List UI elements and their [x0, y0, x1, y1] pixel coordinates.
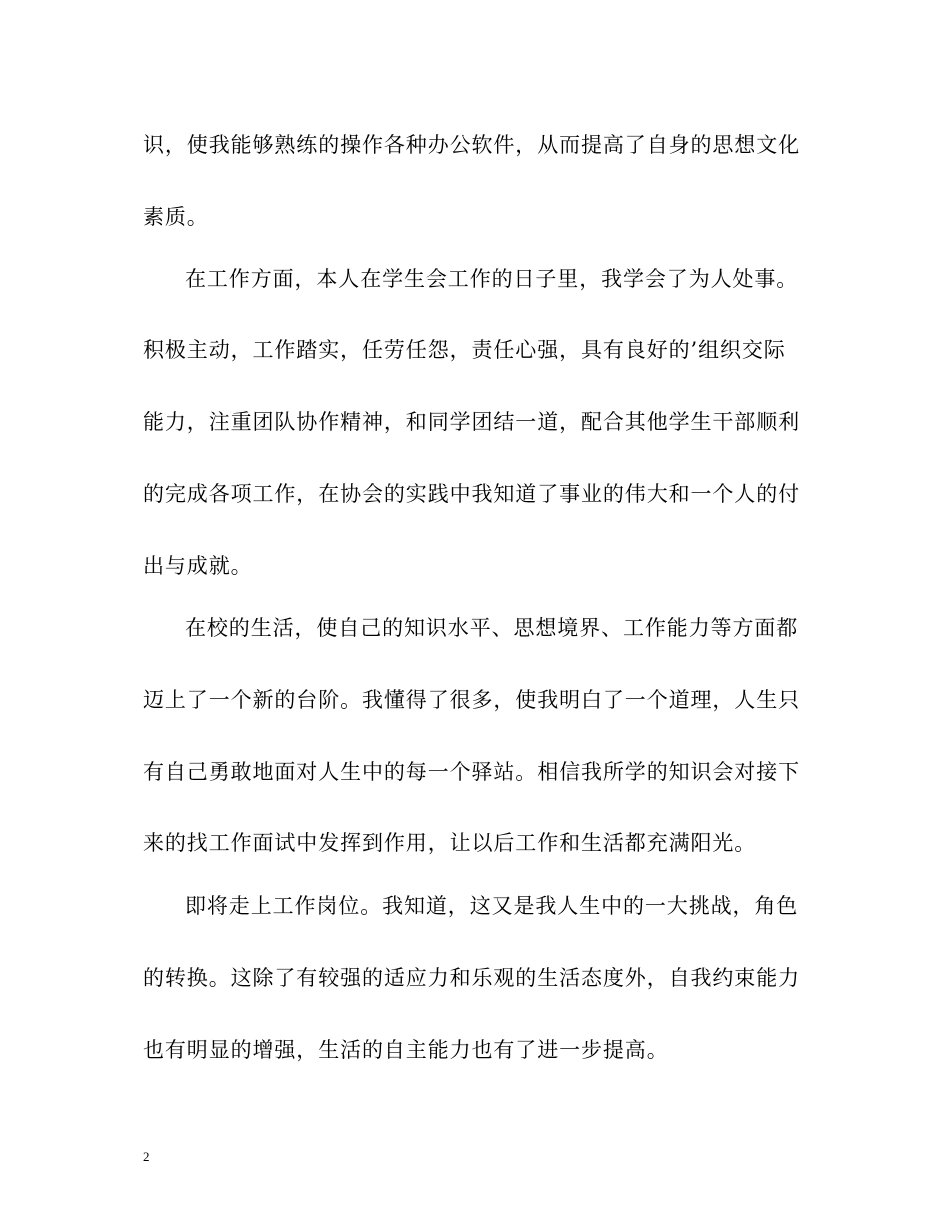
text-line: 来的找工作面试中发挥到作用，让以后工作和生活都充满阳光。 [143, 831, 757, 855]
text-line: 出与成就。 [143, 554, 253, 578]
text-line: 也有明显的增强，生活的自主能力也有了进一步提高。 [143, 1038, 669, 1062]
text-line: 的转换。这除了有较强的适应力和乐观的生活态度外，自我约束能力 [143, 966, 800, 990]
text-line: 迈上了一个新的台阶。我懂得了很多，使我明白了一个道理，人生只 [143, 688, 800, 712]
page-number: 2 [143, 1149, 150, 1164]
text-line: 的完成各项工作，在协会的实践中我知道了事业的伟大和一个人的付 [143, 482, 800, 506]
text-line: 识，使我能够熟练的操作各种办公软件，从而提高了自身的思想文化 [143, 133, 800, 157]
text-line: 素质。 [143, 205, 209, 229]
text-line: 能力，注重团队协作精神，和同学团结一道，配合其他学生干部顺利 [143, 410, 800, 434]
text-line: 积极主动，工作踏实，任劳任怨，责任心强，具有良好的’组织交际 [143, 338, 786, 362]
text-line: 有自己勇敢地面对人生中的每一个驿站。相信我所学的知识会对接下 [143, 760, 800, 784]
text-line: 在校的生活，使自己的知识水平、思想境界、工作能力等方面都 [185, 616, 799, 640]
text-line: 在工作方面，本人在学生会工作的日子里，我学会了为人处事。 [185, 267, 799, 291]
text-line: 即将走上工作岗位。我知道，这又是我人生中的一大挑战，角色 [185, 894, 799, 918]
